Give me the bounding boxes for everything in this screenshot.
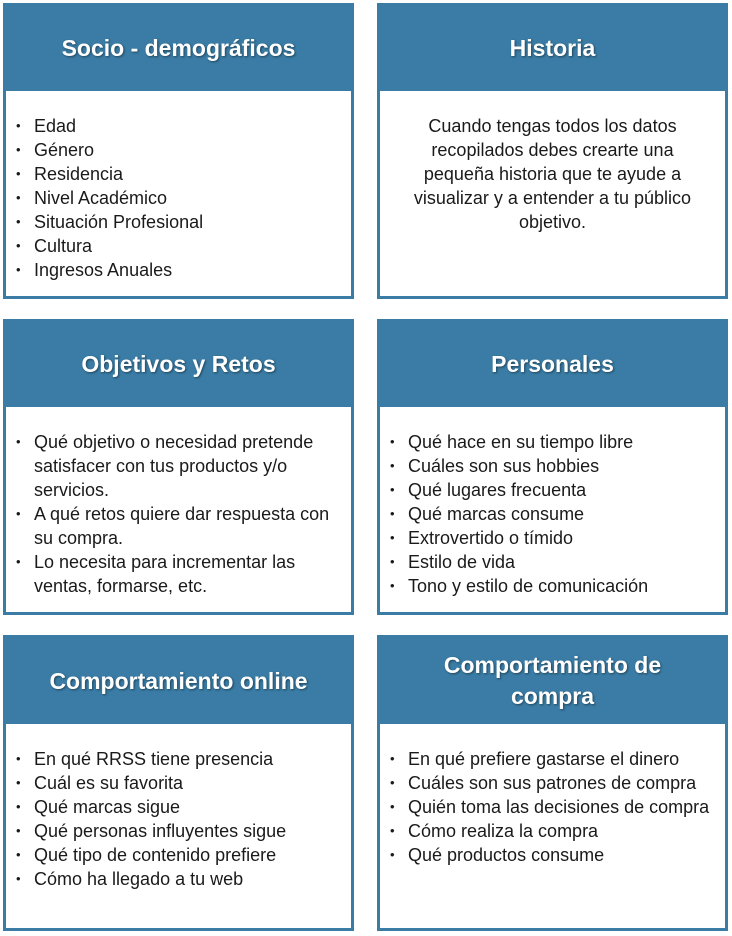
card-title: Historia xyxy=(509,35,596,61)
card-personales xyxy=(377,319,728,615)
card-title: Personales xyxy=(491,351,614,377)
bullet-icon: • xyxy=(390,578,395,593)
bullet-icon: • xyxy=(16,847,21,862)
list-item: • Género xyxy=(16,140,95,160)
card-body xyxy=(380,91,725,296)
card-header xyxy=(6,638,351,724)
list-item: • Qué lugares frecuenta xyxy=(390,480,587,500)
list-item: • Situación Profesional xyxy=(16,212,204,232)
list-item: • Quién toma las decisiones de compra xyxy=(390,797,710,817)
bullet-list xyxy=(380,407,725,598)
card-body xyxy=(6,407,351,612)
list-item: • Cómo ha llegado a tu web xyxy=(16,869,244,889)
card-title: Objetivos y Retos xyxy=(81,351,276,377)
bullet-icon: • xyxy=(390,799,395,814)
card-body xyxy=(380,724,725,928)
bullet-icon: • xyxy=(390,458,395,473)
list-item: • Cuáles son sus patrones de compra xyxy=(390,773,697,793)
list-item: • Qué marcas consume xyxy=(390,504,585,524)
bullet-icon: • xyxy=(390,751,395,766)
card-title: Comportamiento de compra xyxy=(443,652,662,709)
list-item: • Qué personas influyentes sigue xyxy=(16,821,287,841)
card-comportamiento-online xyxy=(3,635,354,931)
bullet-icon: • xyxy=(16,190,21,205)
card-historia xyxy=(377,3,728,299)
bullet-icon: • xyxy=(390,530,395,545)
bullet-icon: • xyxy=(390,847,395,862)
list-item: • Estilo de vida xyxy=(390,552,516,572)
card-header xyxy=(6,6,351,91)
bullet-icon: • xyxy=(390,823,395,838)
bullet-icon: • xyxy=(16,554,21,569)
bullet-icon: • xyxy=(390,482,395,497)
card-header xyxy=(380,6,725,91)
bullet-icon: • xyxy=(16,214,21,229)
bullet-list xyxy=(6,91,351,282)
list-item: • En qué prefiere gastarse el dinero xyxy=(390,749,680,769)
bullet-icon: • xyxy=(16,166,21,181)
list-item: • Qué marcas sigue xyxy=(16,797,181,817)
card-body xyxy=(6,724,351,928)
card-header xyxy=(380,322,725,407)
list-item: • Nivel Académico xyxy=(16,188,168,208)
bullet-icon: • xyxy=(16,823,21,838)
bullet-icon: • xyxy=(16,506,21,521)
bullet-icon: • xyxy=(16,238,21,253)
bullet-icon: • xyxy=(16,799,21,814)
card-socio-demograficos xyxy=(3,3,354,299)
bullet-list xyxy=(6,724,351,891)
card-body xyxy=(380,407,725,612)
bullet-icon: • xyxy=(390,506,395,521)
list-item: • A qué retos quiere dar respuesta con su compra. xyxy=(16,504,330,548)
list-item: • Edad xyxy=(16,116,77,136)
card-title: Comportamiento online xyxy=(49,667,308,694)
list-item: • Qué tipo de contenido prefiere xyxy=(16,845,277,865)
bullet-icon: • xyxy=(16,434,21,449)
list-item: • Lo necesita para incrementar las ventas, formarse, etc. xyxy=(16,552,296,596)
list-item: • Cuáles son sus hobbies xyxy=(390,456,600,476)
card-objetivos-retos xyxy=(3,319,354,615)
bullet-icon: • xyxy=(16,775,21,790)
list-item: • Qué productos consume xyxy=(390,845,605,865)
card-title: Socio - demográficos xyxy=(61,35,296,61)
list-item: • Residencia xyxy=(16,164,124,184)
list-item: • Cultura xyxy=(16,236,93,256)
card-header xyxy=(6,322,351,407)
list-item: • Qué hace en su tiempo libre xyxy=(390,432,634,452)
list-item: • En qué RRSS tiene presencia xyxy=(16,749,274,769)
bullet-icon: • xyxy=(390,775,395,790)
story-text: Cuando tengas todos los datos recopilados debes crearte una pequeña historia que te ayude a visualizar y a entender a tu público objetivo. xyxy=(413,116,692,232)
bullet-list xyxy=(6,407,351,598)
list-item: • Ingresos Anuales xyxy=(16,260,173,280)
bullet-icon: • xyxy=(16,262,21,277)
bullet-icon: • xyxy=(16,751,21,766)
list-item: • Cuál es su favorita xyxy=(16,773,184,793)
list-item: • Qué objetivo o necesidad pretende satisfacer con tus productos y/o servicios. xyxy=(16,432,314,500)
card-body xyxy=(6,91,351,296)
list-item: • Tono y estilo de comunicación xyxy=(390,576,649,596)
card-header xyxy=(380,638,725,724)
bullet-icon: • xyxy=(390,554,395,569)
bullet-icon: • xyxy=(16,142,21,157)
card-comportamiento-compra xyxy=(377,635,728,931)
bullet-list xyxy=(380,724,725,867)
bullet-icon: • xyxy=(16,871,21,886)
bullet-icon: • xyxy=(390,434,395,449)
bullet-icon: • xyxy=(16,118,21,133)
list-item: • Cómo realiza la compra xyxy=(390,821,599,841)
list-item: • Extrovertido o tímido xyxy=(390,528,574,548)
